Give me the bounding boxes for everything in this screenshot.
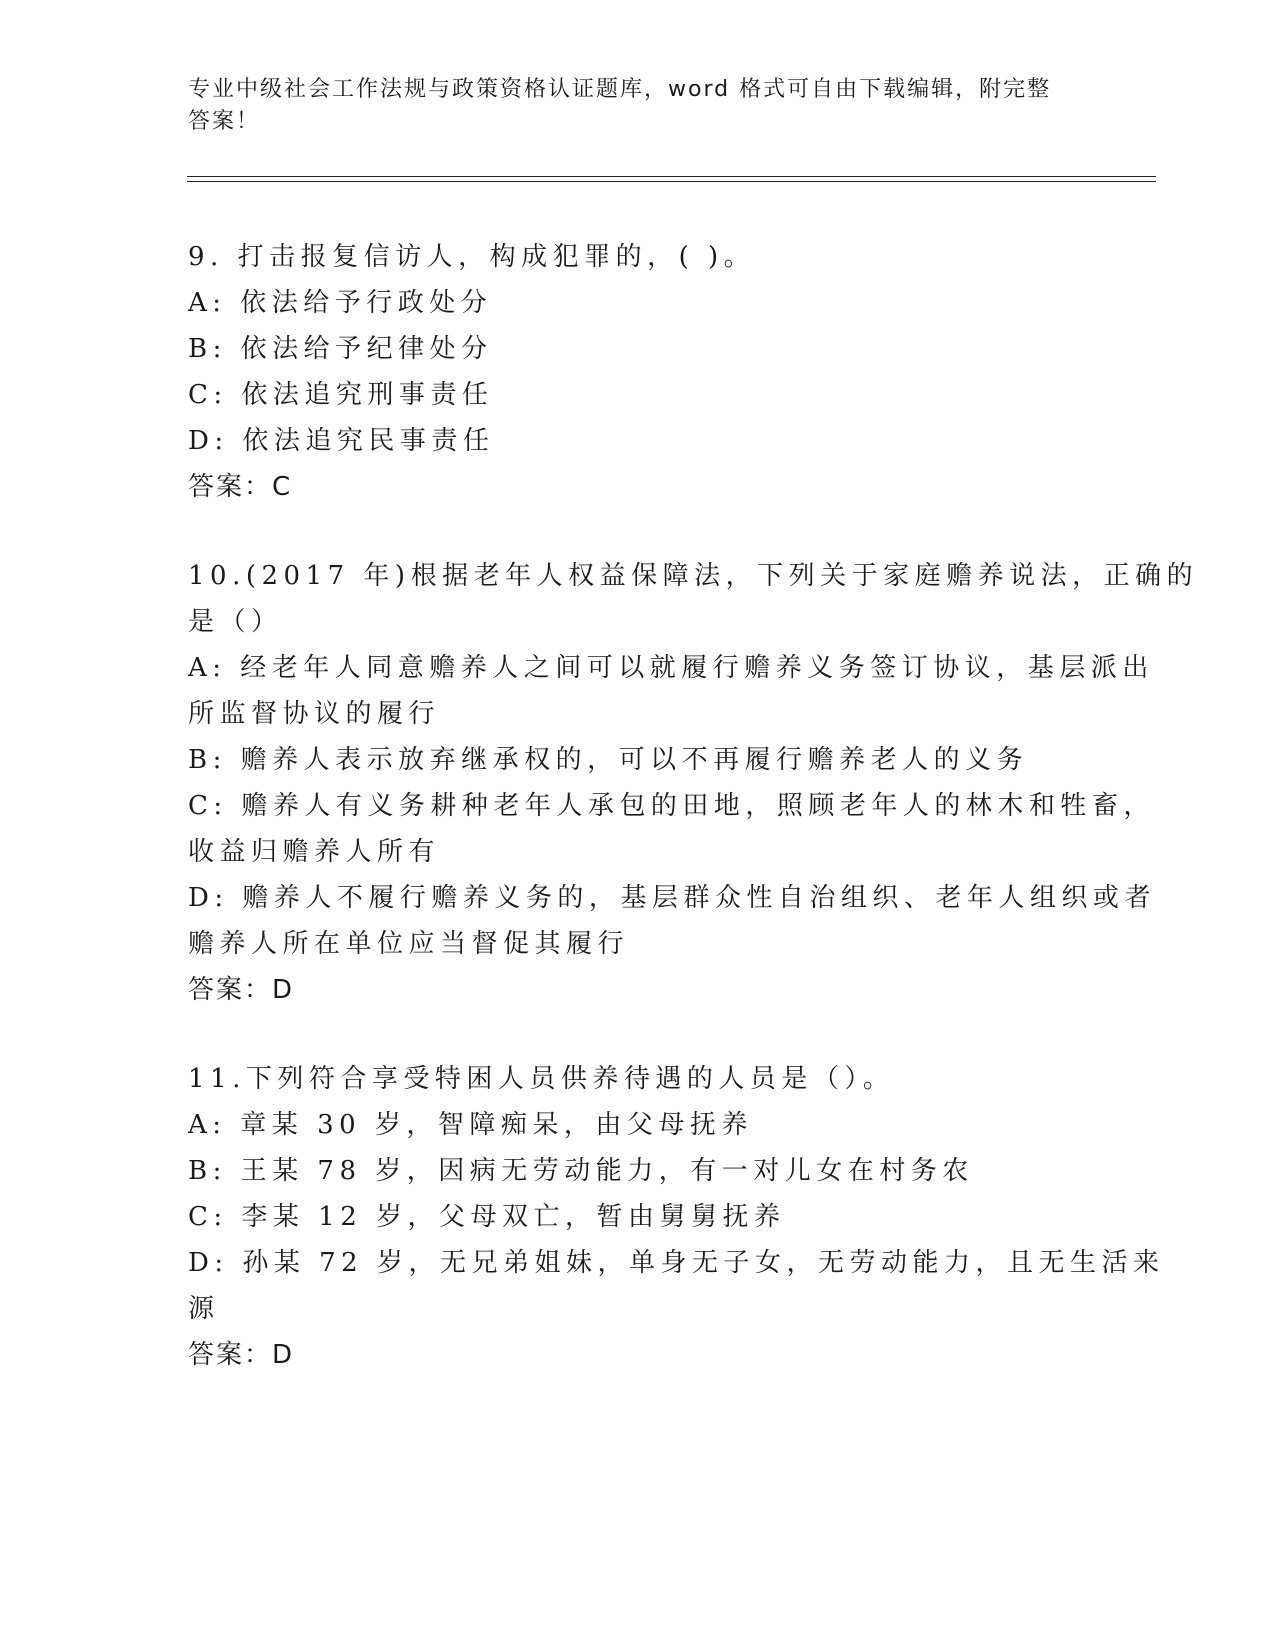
option-a: A: 经老年人同意赡养人之间可以就履行赡养义务签订协议，基层派出 (188, 653, 1154, 683)
header-divider-bottom (187, 181, 1156, 182)
answer-label: 答案：D (188, 975, 295, 1005)
option-a-continued: 所监督协议的履行 (188, 699, 441, 729)
option-c: C: 李某 12 岁，父母双亡，暂由舅舅抚养 (188, 1202, 786, 1232)
option-a: A: 依法给予行政处分 (188, 288, 493, 318)
intro-line: 专业中级社会工作法规与政策资格认证题库，word 格式可自由下载编辑，附完整 (188, 77, 1052, 102)
question-11 (188, 1056, 1165, 1378)
question-stem: 9. 打击报复信访人，构成犯罪的，( )。 (188, 242, 756, 272)
question-stem: 11.下列符合享受特困人员供养待遇的人员是（）。 (188, 1064, 895, 1094)
question-9 (188, 234, 1088, 510)
document-intro (188, 74, 1068, 138)
option-d-continued: 源 (188, 1294, 220, 1324)
answer-label: 答案：C (188, 472, 293, 502)
intro-line: 答案！ (188, 109, 261, 134)
question-10 (188, 553, 1199, 1013)
option-a: A: 章某 30 岁，智障痴呆，由父母抚养 (188, 1110, 753, 1140)
option-d: D: 赡养人不履行赡养义务的，基层群众性自治组织、老年人组织或者 (188, 883, 1156, 913)
option-d: D: 孙某 72 岁，无兄弟姐妹，单身无子女，无劳动能力，且无生活来 (188, 1248, 1165, 1278)
header-divider-top (187, 176, 1156, 177)
option-c-continued: 收益归赡养人所有 (188, 837, 441, 867)
option-d-continued: 赡养人所在单位应当督促其履行 (188, 929, 630, 959)
option-b: B: 赡养人表示放弃继承权的，可以不再履行赡养老人的义务 (188, 745, 1029, 775)
option-c: C: 赡养人有义务耕种老年人承包的田地，照顾老年人的林木和牲畜， (188, 791, 1155, 821)
answer-label: 答案：D (188, 1340, 295, 1370)
option-c: C: 依法追究刑事责任 (188, 380, 494, 410)
option-d: D: 依法追究民事责任 (188, 426, 495, 456)
question-stem: 10.(2017 年)根据老年人权益保障法，下列关于家庭赡养说法，正确的 (188, 561, 1199, 591)
option-b: B: 依法给予纪律处分 (188, 334, 493, 364)
question-stem-continued: 是（） (188, 607, 283, 637)
option-b: B: 王某 78 岁，因病无劳动能力，有一对儿女在村务农 (188, 1156, 974, 1186)
